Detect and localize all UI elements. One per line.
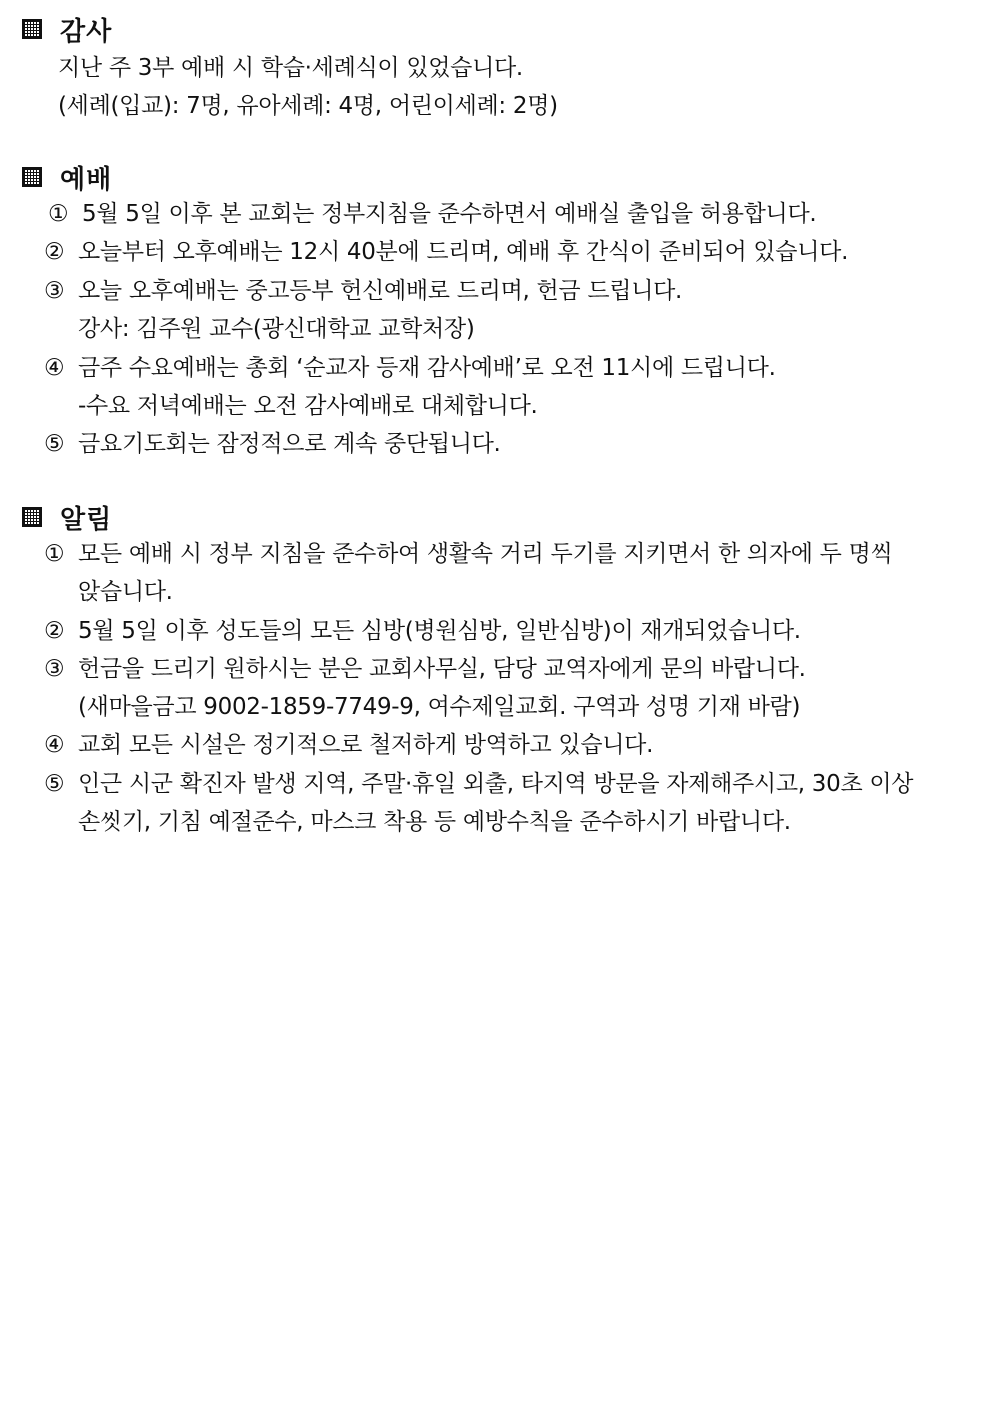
item-number: ④ bbox=[44, 355, 65, 381]
thanks-line: 지난 주 3부 예배 시 학습·세례식이 있었습니다. bbox=[58, 55, 523, 81]
notice-item bbox=[44, 730, 653, 760]
item-text: 금주 수요예배는 총회 ‘순교자 등재 감사예배’로 오전 11시에 드립니다. bbox=[78, 355, 776, 381]
square-bullet-icon bbox=[22, 507, 42, 527]
square-bullet-icon bbox=[22, 167, 42, 187]
notice-item-continuation: 손씻기, 기침 예절준수, 마스크 착용 등 예방수칙을 준수하시기 바랍니다. bbox=[78, 809, 791, 835]
notice-item bbox=[44, 616, 801, 646]
worship-heading bbox=[22, 160, 112, 194]
item-text: 모든 예배 시 정부 지침을 준수하여 생활속 거리 두기를 지키면서 한 의자에 두 명씩 bbox=[78, 541, 893, 567]
item-number: ① bbox=[48, 201, 69, 227]
item-text: 인근 시군 확진자 발생 지역, 주말·휴일 외출, 타지역 방문을 자제해주시고, 30초 이상 bbox=[78, 771, 914, 797]
square-bullet-icon bbox=[22, 19, 42, 39]
item-number: ⑤ bbox=[44, 771, 65, 797]
worship-item bbox=[48, 199, 816, 229]
item-number: ② bbox=[44, 239, 65, 265]
notice-heading bbox=[22, 500, 112, 534]
item-number: ② bbox=[44, 618, 65, 644]
worship-item-continuation: -수요 저녁예배는 오전 감사예배로 대체합니다. bbox=[78, 393, 538, 419]
thanks-line: (세례(입교): 7명, 유아세례: 4명, 어린이세례: 2명) bbox=[58, 93, 558, 119]
worship-item-continuation: 강사: 김주원 교수(광신대학교 교학처장) bbox=[78, 316, 475, 342]
worship-item bbox=[44, 237, 848, 267]
notice-item-continuation: (새마을금고 9002-1859-7749-9, 여수제일교회. 구역과 성명 기재 바람) bbox=[78, 694, 801, 720]
item-number: ③ bbox=[44, 278, 65, 304]
item-number: ⑤ bbox=[44, 431, 65, 457]
item-text: 금요기도회는 잠정적으로 계속 중단됩니다. bbox=[78, 431, 501, 457]
worship-heading-label: 예배 bbox=[60, 164, 113, 195]
notice-item bbox=[44, 654, 806, 684]
item-text: 오늘 오후예배는 중고등부 헌신예배로 드리며, 헌금 드립니다. bbox=[78, 278, 683, 304]
notice-heading-label: 알림 bbox=[60, 504, 113, 535]
item-number: ④ bbox=[44, 732, 65, 758]
notice-item bbox=[44, 769, 913, 799]
item-text: 5월 5일 이후 성도들의 모든 심방(병원심방, 일반심방)이 재개되었습니다. bbox=[78, 618, 801, 644]
worship-item bbox=[44, 429, 501, 459]
item-number: ③ bbox=[44, 656, 65, 682]
item-text: 5월 5일 이후 본 교회는 정부지침을 준수하면서 예배실 출입을 허용합니다. bbox=[82, 201, 817, 227]
notice-item-continuation: 앉습니다. bbox=[78, 579, 173, 605]
thanks-heading bbox=[22, 12, 112, 46]
item-number: ① bbox=[44, 541, 65, 567]
item-text: 오늘부터 오후예배는 12시 40분에 드리며, 예배 후 간식이 준비되어 있습니다. bbox=[78, 239, 849, 265]
worship-item bbox=[44, 276, 682, 306]
worship-item bbox=[44, 353, 776, 383]
notice-item bbox=[44, 539, 892, 569]
item-text: 교회 모든 시설은 정기적으로 철저하게 방역하고 있습니다. bbox=[78, 732, 654, 758]
item-text: 헌금을 드리기 원하시는 분은 교회사무실, 담당 교역자에게 문의 바랍니다. bbox=[78, 656, 806, 682]
thanks-heading-label: 감사 bbox=[60, 16, 113, 47]
